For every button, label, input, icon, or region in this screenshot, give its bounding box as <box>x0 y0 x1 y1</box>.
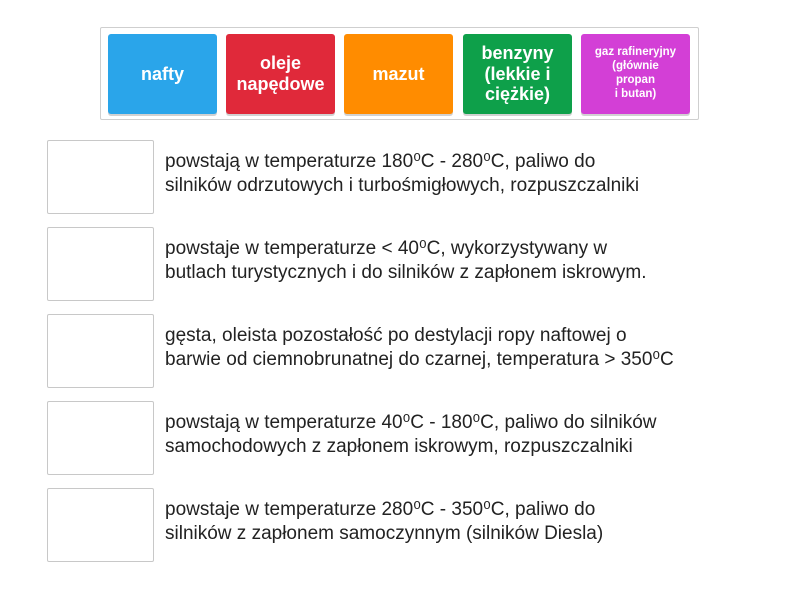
tile-benzyny[interactable]: benzyny (lekkie i ciężkie) <box>463 34 572 114</box>
drop-slot[interactable] <box>47 227 154 301</box>
tile-gaz-rafineryjny[interactable]: gaz rafineryjny (głównie propan i butan) <box>581 34 690 114</box>
drop-slot[interactable] <box>47 488 154 562</box>
match-row <box>47 401 767 477</box>
drop-slot[interactable] <box>47 140 154 214</box>
description: powstają w temperaturze 180⁰C - 280⁰C, paliwo do silników odrzutowych i turbośmigłowych, rozpuszczalniki <box>165 151 640 196</box>
tile-oleje-napedowe[interactable]: oleje napędowe <box>226 34 335 114</box>
drop-slot[interactable] <box>47 314 154 388</box>
description: gęsta, oleista pozostałość po destylacji ropy naftowej o barwie od ciemnobrunatnej do czarnej, temperatura > 350⁰C <box>165 325 674 370</box>
match-row <box>47 488 767 564</box>
description: powstają w temperaturze 40⁰C - 180⁰C, paliwo do silników samochodowych z zapłonem iskrowym, rozpuszczalniki <box>165 412 657 457</box>
description: powstaje w temperaturze 280⁰C - 350⁰C, paliwo do silników z zapłonem samoczynnym (silników Diesla) <box>165 499 604 544</box>
drop-slot[interactable] <box>47 401 154 475</box>
tile-nafty[interactable]: nafty <box>108 34 217 114</box>
word-bank <box>100 27 699 120</box>
match-row <box>47 227 767 303</box>
match-row <box>47 314 767 390</box>
description: powstaje w temperaturze < 40⁰C, wykorzystywany w butlach turystycznych i do silników z zapłonem iskrowym. <box>165 238 647 283</box>
match-row <box>47 140 767 216</box>
tile-mazut[interactable]: mazut <box>344 34 453 114</box>
